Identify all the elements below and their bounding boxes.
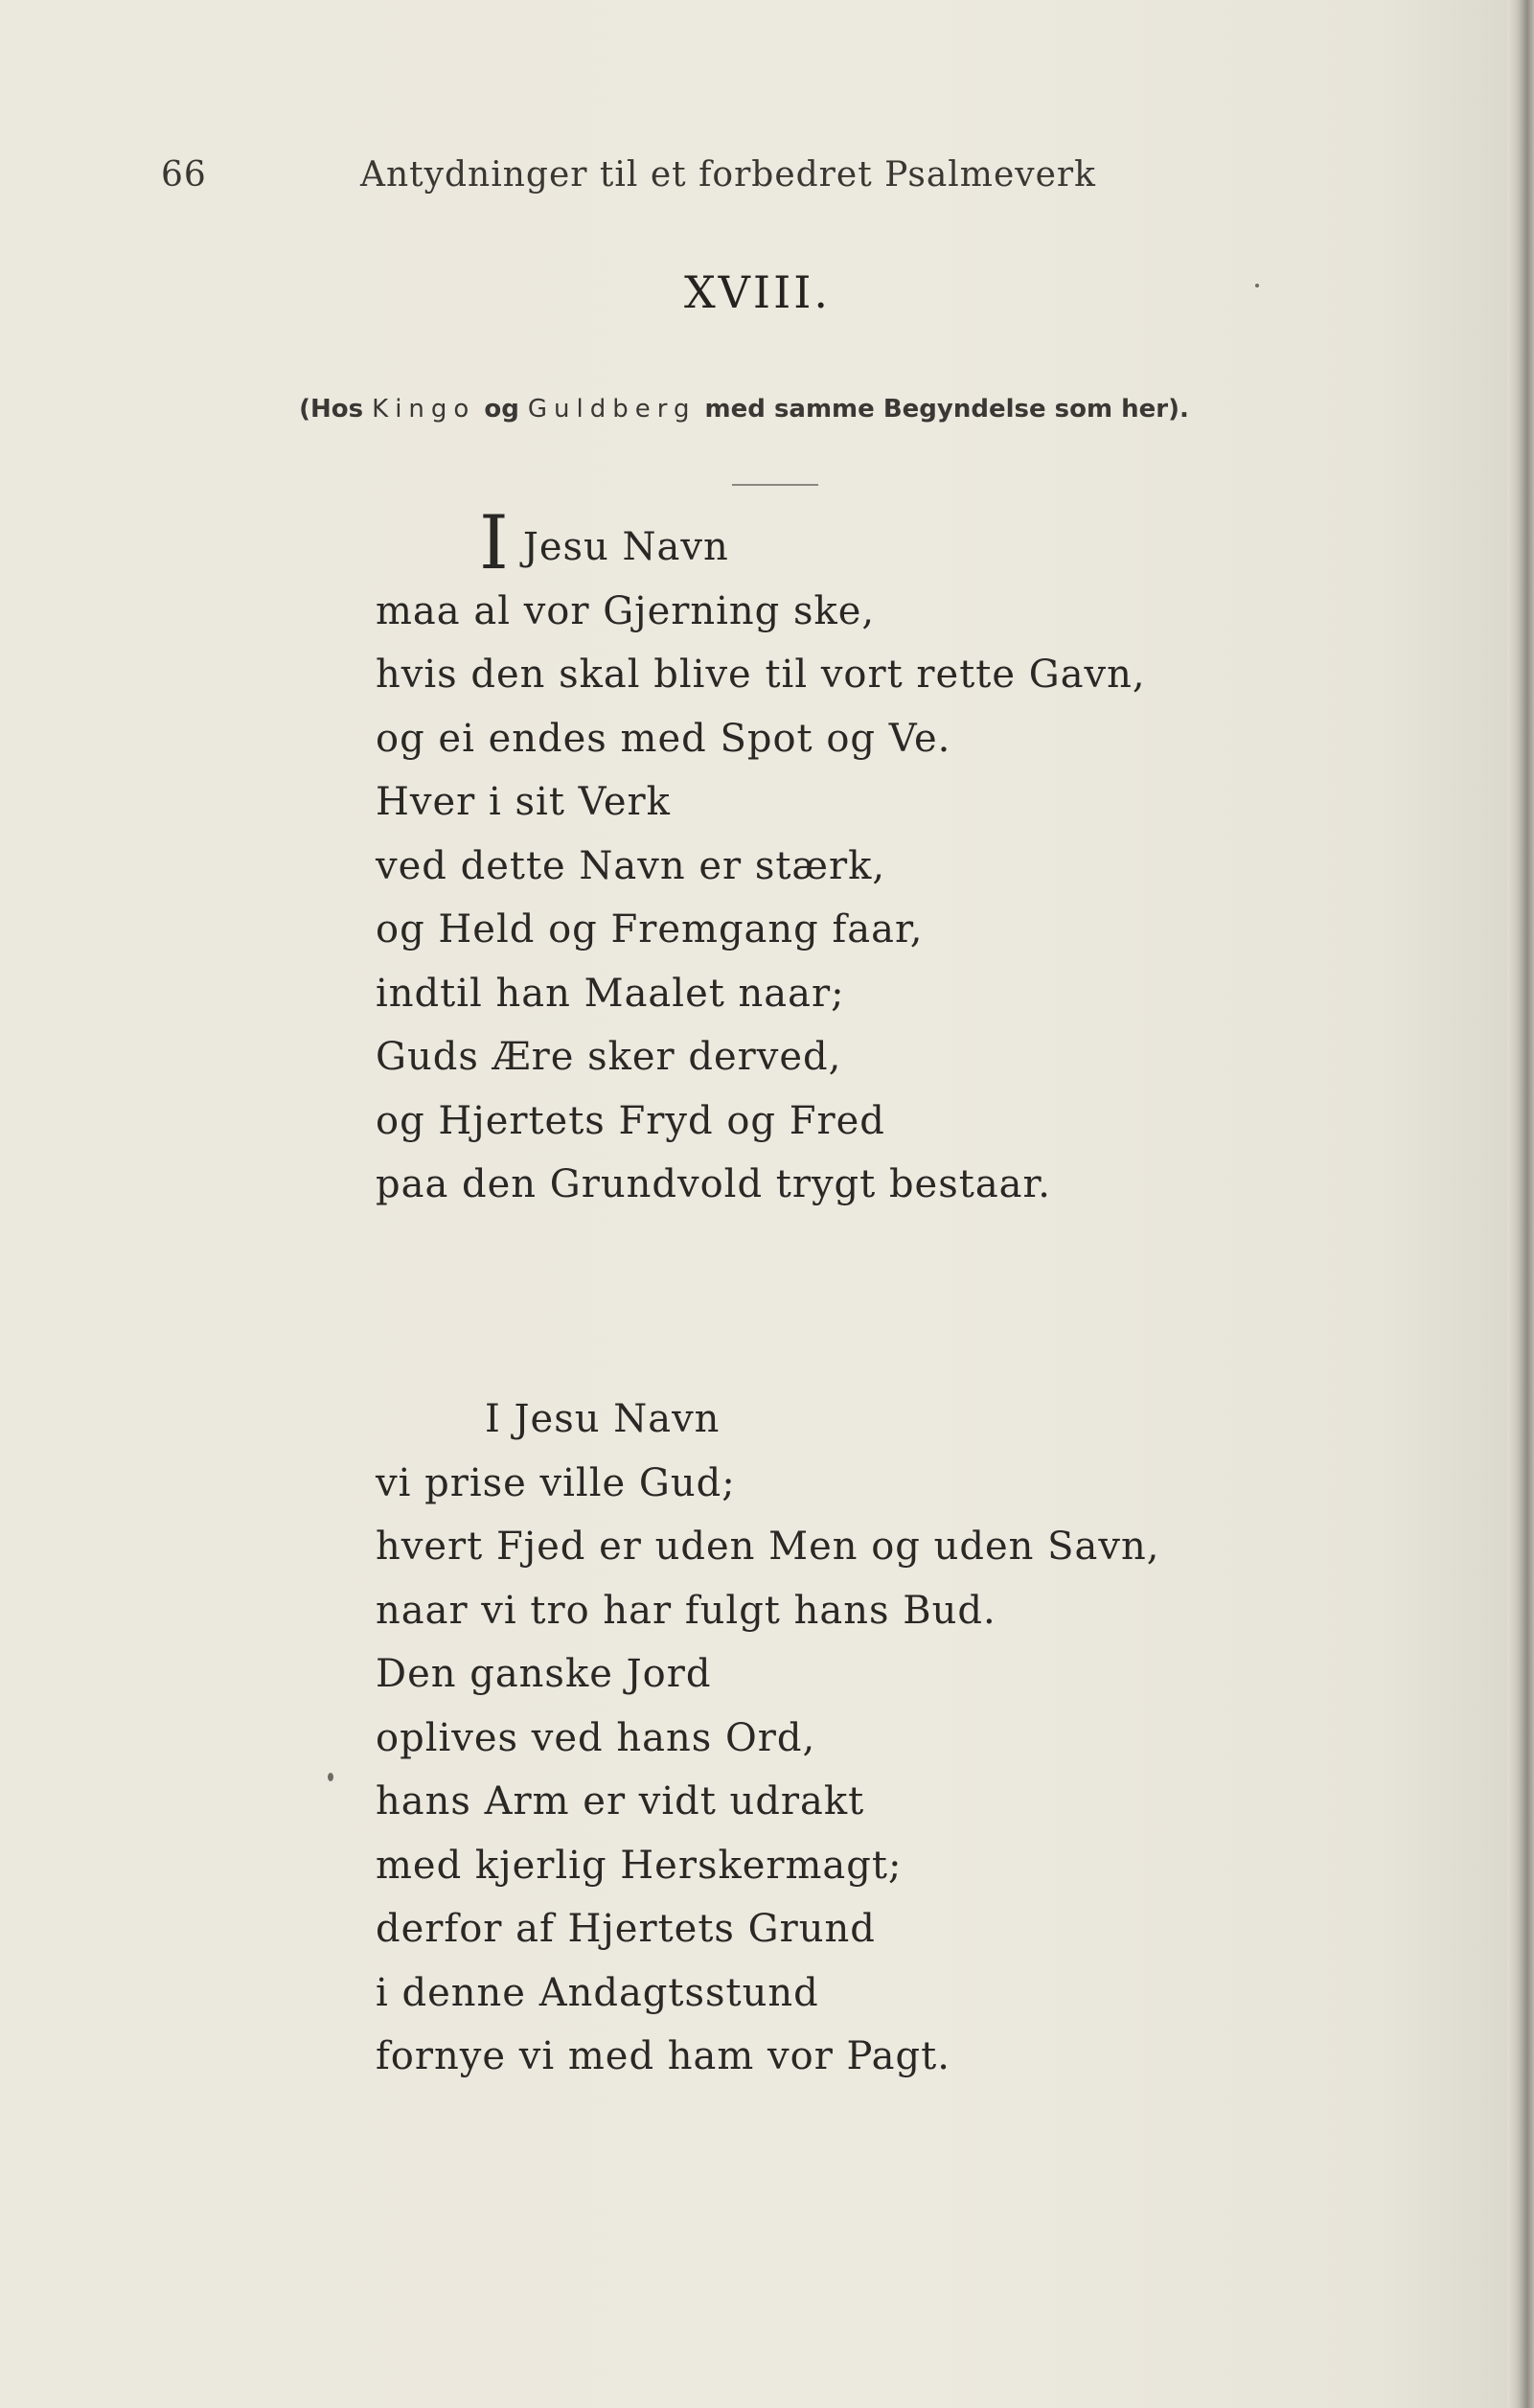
verse-line: hvert Fjed er uden Men og uden Savn, (376, 1525, 1160, 1569)
verse-line: derfor af Hjertets Grund (376, 1907, 876, 1951)
verse-line: I Jesu Navn (485, 1397, 721, 1441)
page-edge (1507, 0, 1534, 2408)
section-rule (732, 484, 818, 486)
note-name-guldberg: Guldberg (527, 395, 697, 424)
note-rest: med samme Begyndelse som her). (696, 395, 1189, 424)
stanza-2 (376, 1387, 1159, 2089)
hymn-number-text: XVIII. (683, 266, 832, 318)
verse-line: og Held og Fremgang faar, (376, 907, 924, 952)
running-title: Antydninger til et forbedret Psalmeverk (360, 155, 1096, 195)
verse-line: Guds Ære sker derved, (376, 1035, 842, 1079)
stanza-1 (376, 500, 1146, 1217)
verse-line: hans Arm er vidt udrakt (376, 1779, 865, 1823)
verse-line: Den ganske Jord (376, 1652, 712, 1696)
paper-speck (1255, 284, 1259, 287)
verse-line: fornye vi med ham vor Pagt. (376, 2034, 950, 2078)
verse-line: og ei endes med Spot og Ve. (376, 716, 951, 761)
verse-line: oplives ved hans Ord, (376, 1715, 816, 1760)
verse-line: med kjerlig Herskermagt; (376, 1843, 903, 1888)
verse-line: Hver i sit Verk (376, 780, 671, 824)
verse-line: naar vi tro har fulgt hans Bud. (376, 1588, 996, 1633)
verse-line: maa al vor Gjerning ske, (376, 588, 876, 633)
verse-line: i denne Andagtsstund (376, 1970, 819, 2015)
verse-line: paa den Grundvold trygt bestaar. (376, 1162, 1051, 1206)
page-number: 66 (161, 155, 207, 195)
hymn-note-line (299, 395, 1189, 424)
hymn-note (0, 395, 1534, 424)
verse-line: vi prise ville Gud; (376, 1460, 736, 1505)
drop-cap: I (479, 500, 510, 586)
note-and: og (475, 395, 528, 424)
paper-speck (328, 1773, 333, 1781)
verse-line: og Hjertets Fryd og Fred (376, 1098, 885, 1143)
verse-line-text: Jesu Navn (522, 525, 729, 569)
note-open: (Hos (299, 395, 373, 424)
verse-line: hvis den skal blive til vort rette Gavn, (376, 653, 1146, 697)
verse-line: indtil han Maalet naar; (376, 971, 845, 1016)
note-name-kingo: Kingo (372, 395, 476, 424)
verse-line: ved dette Navn er stærk, (376, 843, 886, 888)
hymn-number (0, 266, 1534, 318)
verse-line (376, 500, 1146, 586)
page-header (161, 155, 1215, 203)
